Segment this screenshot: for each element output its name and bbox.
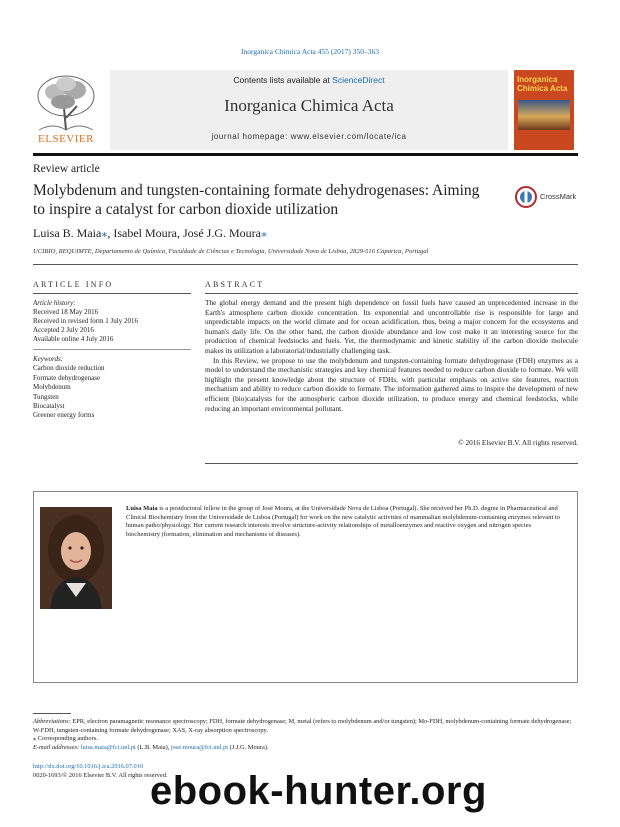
contents-line	[110, 75, 508, 85]
author-separator: ,	[176, 226, 183, 240]
abbreviations-label: Abbreviations:	[33, 718, 71, 725]
history-item: Received in revised form 1 July 2016	[33, 317, 138, 325]
author-name: José J.G. Moura	[182, 226, 261, 240]
history-item: Accepted 2 July 2016	[33, 326, 94, 334]
author-list	[33, 226, 267, 241]
crossmark-label: CrossMark	[540, 192, 577, 201]
sciencedirect-link[interactable]: ScienceDirect	[332, 75, 385, 85]
email-link-moura[interactable]: jose.moura@fct.unl.pt	[170, 743, 229, 751]
doi-link[interactable]: http://dx.doi.org/10.1016/j.ica.2016.07.010	[33, 763, 144, 770]
corresponding-mark[interactable]: ⁎	[260, 226, 267, 240]
author-name: Isabel Moura	[113, 226, 177, 240]
journal-cover	[514, 70, 574, 150]
footnote-rule	[33, 713, 71, 714]
contents-prefix: Contents lists available at	[233, 75, 333, 85]
article-info-rule	[33, 293, 191, 294]
keyword: Molybdenum	[33, 383, 71, 392]
author-separator: ,	[107, 226, 114, 240]
abstract-rule	[205, 293, 578, 294]
corresponding-mark[interactable]: ⁎	[101, 226, 108, 240]
header-rule	[33, 153, 578, 156]
article-type: Review article	[33, 163, 100, 175]
email-link-maia[interactable]: luisa.maia@fct.unl.pt	[80, 743, 136, 751]
crossmark-badge[interactable]	[515, 186, 577, 208]
article-info-heading: ARTICLE INFO	[33, 280, 114, 289]
article-history	[33, 299, 193, 344]
elsevier-wordmark: ELSEVIER	[38, 133, 94, 145]
author-photo	[40, 507, 112, 609]
journal-homepage[interactable]: journal homepage: www.elsevier.com/locate/ica	[211, 132, 407, 141]
journal-reference-link[interactable]: Inorganica Chimica Acta 455 (2017) 350–363	[241, 47, 379, 56]
abstract-body	[205, 298, 578, 413]
email-note	[33, 744, 578, 753]
author-name: Luisa B. Maia	[33, 226, 102, 240]
keyword: Greener energy forms	[33, 411, 95, 420]
abbreviations-note	[33, 718, 578, 735]
history-item: Available online 4 July 2016	[33, 335, 114, 343]
copyright-line: © 2016 Elsevier B.V. All rights reserved.	[458, 438, 578, 447]
issn-line: 0020-1693/© 2016 Elsevier B.V. All rights reserved.	[33, 772, 168, 779]
keywords	[33, 355, 193, 421]
abstract-heading: ABSTRACT	[205, 280, 265, 289]
cover-title: Inorganica Chimica Acta	[517, 75, 568, 93]
history-item: Received 18 May 2016	[33, 308, 99, 316]
keyword: Biocatalyst	[33, 402, 65, 411]
affiliation: UCIBIO, REQUIMTE, Departamento de Química, Faculdade de Ciências e Tecnologia, Universidade Nova de Lisboa, 2829-516 Caparica, Portugal	[33, 248, 429, 255]
article-title: Molybdenum and tungsten-containing formate dehydrogenases: Aiming to inspire a catalyst for carbon dioxide utilization	[33, 182, 480, 218]
bio-text: is a postdoctoral fellow in the group of José Moura, at the Universidade Nova de Lisboa (Portugal). She received her Ph.D. degree in Pharmaceutical and Clinical Biochemistry from the Universidade de Lisboa (Portugal) for work on the new catalytic activities of mammalian molybdenum-containing enzymes relevant to human patho/physiology. Her current research interests involve structure-activity relationships of metalloenzymes and reactive oxygen and nitrogen species biochemistry (formation, elimination and mechanisms of diseases).	[126, 505, 560, 538]
abbreviations-text: EPR, electron paramagnetic resonance spectroscopy; FDH, formate dehydrogenase; M, metal (refers to molybdenum and/or tungsten); Mo-FDH, molybdenum-containing formate dehydrogenase; W-FDH, tungsten-containing formate dehydrogenase; XAS, X-ray absorption spectroscopy.	[33, 718, 572, 734]
email-owner-maia: (L.B. Maia),	[135, 743, 171, 751]
cover-image	[518, 100, 570, 130]
watermark-text: ebook-hunter.org	[150, 769, 487, 813]
keywords-label: Keywords:	[33, 355, 64, 363]
abstract-paragraph: In this Review, we propose to use the molybdenum and tungsten-containing formate dehydrogenase (FDH) enzymes as a model to understand the mechanistic strategies and key chemical features needed to reduce carbon dioxide to formate. We will highlight the present knowledge about the structure of FDHs, with particular emphasis on active site features, reaction mechanism and ability to reduce carbon dioxide to formate. The information gathered aims to inspire the development of new efficient (bio)catalysts for the atmospheric carbon dioxide utilization, to produce energy and chemical feedstocks, while reducing an important environmental pollutant.	[205, 355, 578, 413]
keyword: Tungsten	[33, 392, 59, 401]
footnotes	[33, 718, 578, 752]
abstract-paragraph: The global energy demand and the present high dependence on fossil fuels have caused an unprecedented increase in the Earth's atmosphere carbon dioxide concentration. Its exponential and uncontrollable rise is responsible for large and unpredictable impacts on the world climate and for ocean acidification, thus, being a major concern for the ecosystems and human's daily life. On the other hand, the carbon dioxide abundance and low cost make it an interesting source for the production of chemical feedstocks and fuels. Yet, the thermodynamic and kinetic stability of the carbon dioxide molecule makes its utilization a laboratorial/industrially challenging task.	[205, 298, 578, 355]
bio-name: Luisa Maia	[126, 505, 158, 512]
keywords-rule	[33, 349, 191, 350]
email-owner-moura: (J.J.G. Moura).	[228, 743, 269, 751]
corresponding-note: ⁎ Corresponding authors.	[33, 735, 98, 743]
author-bio	[126, 505, 566, 539]
history-label: Article history:	[33, 299, 76, 307]
journal-title: Inorganica Chimica Acta	[224, 96, 394, 115]
title-rule	[33, 264, 578, 265]
keyword: Formate dehydrogenase	[33, 373, 101, 382]
abstract-bottom-rule	[205, 463, 578, 464]
email-label: E-mail addresses:	[33, 743, 80, 751]
keyword: Carbon dioxide reduction	[33, 364, 105, 373]
crossmark-icon	[515, 186, 537, 208]
